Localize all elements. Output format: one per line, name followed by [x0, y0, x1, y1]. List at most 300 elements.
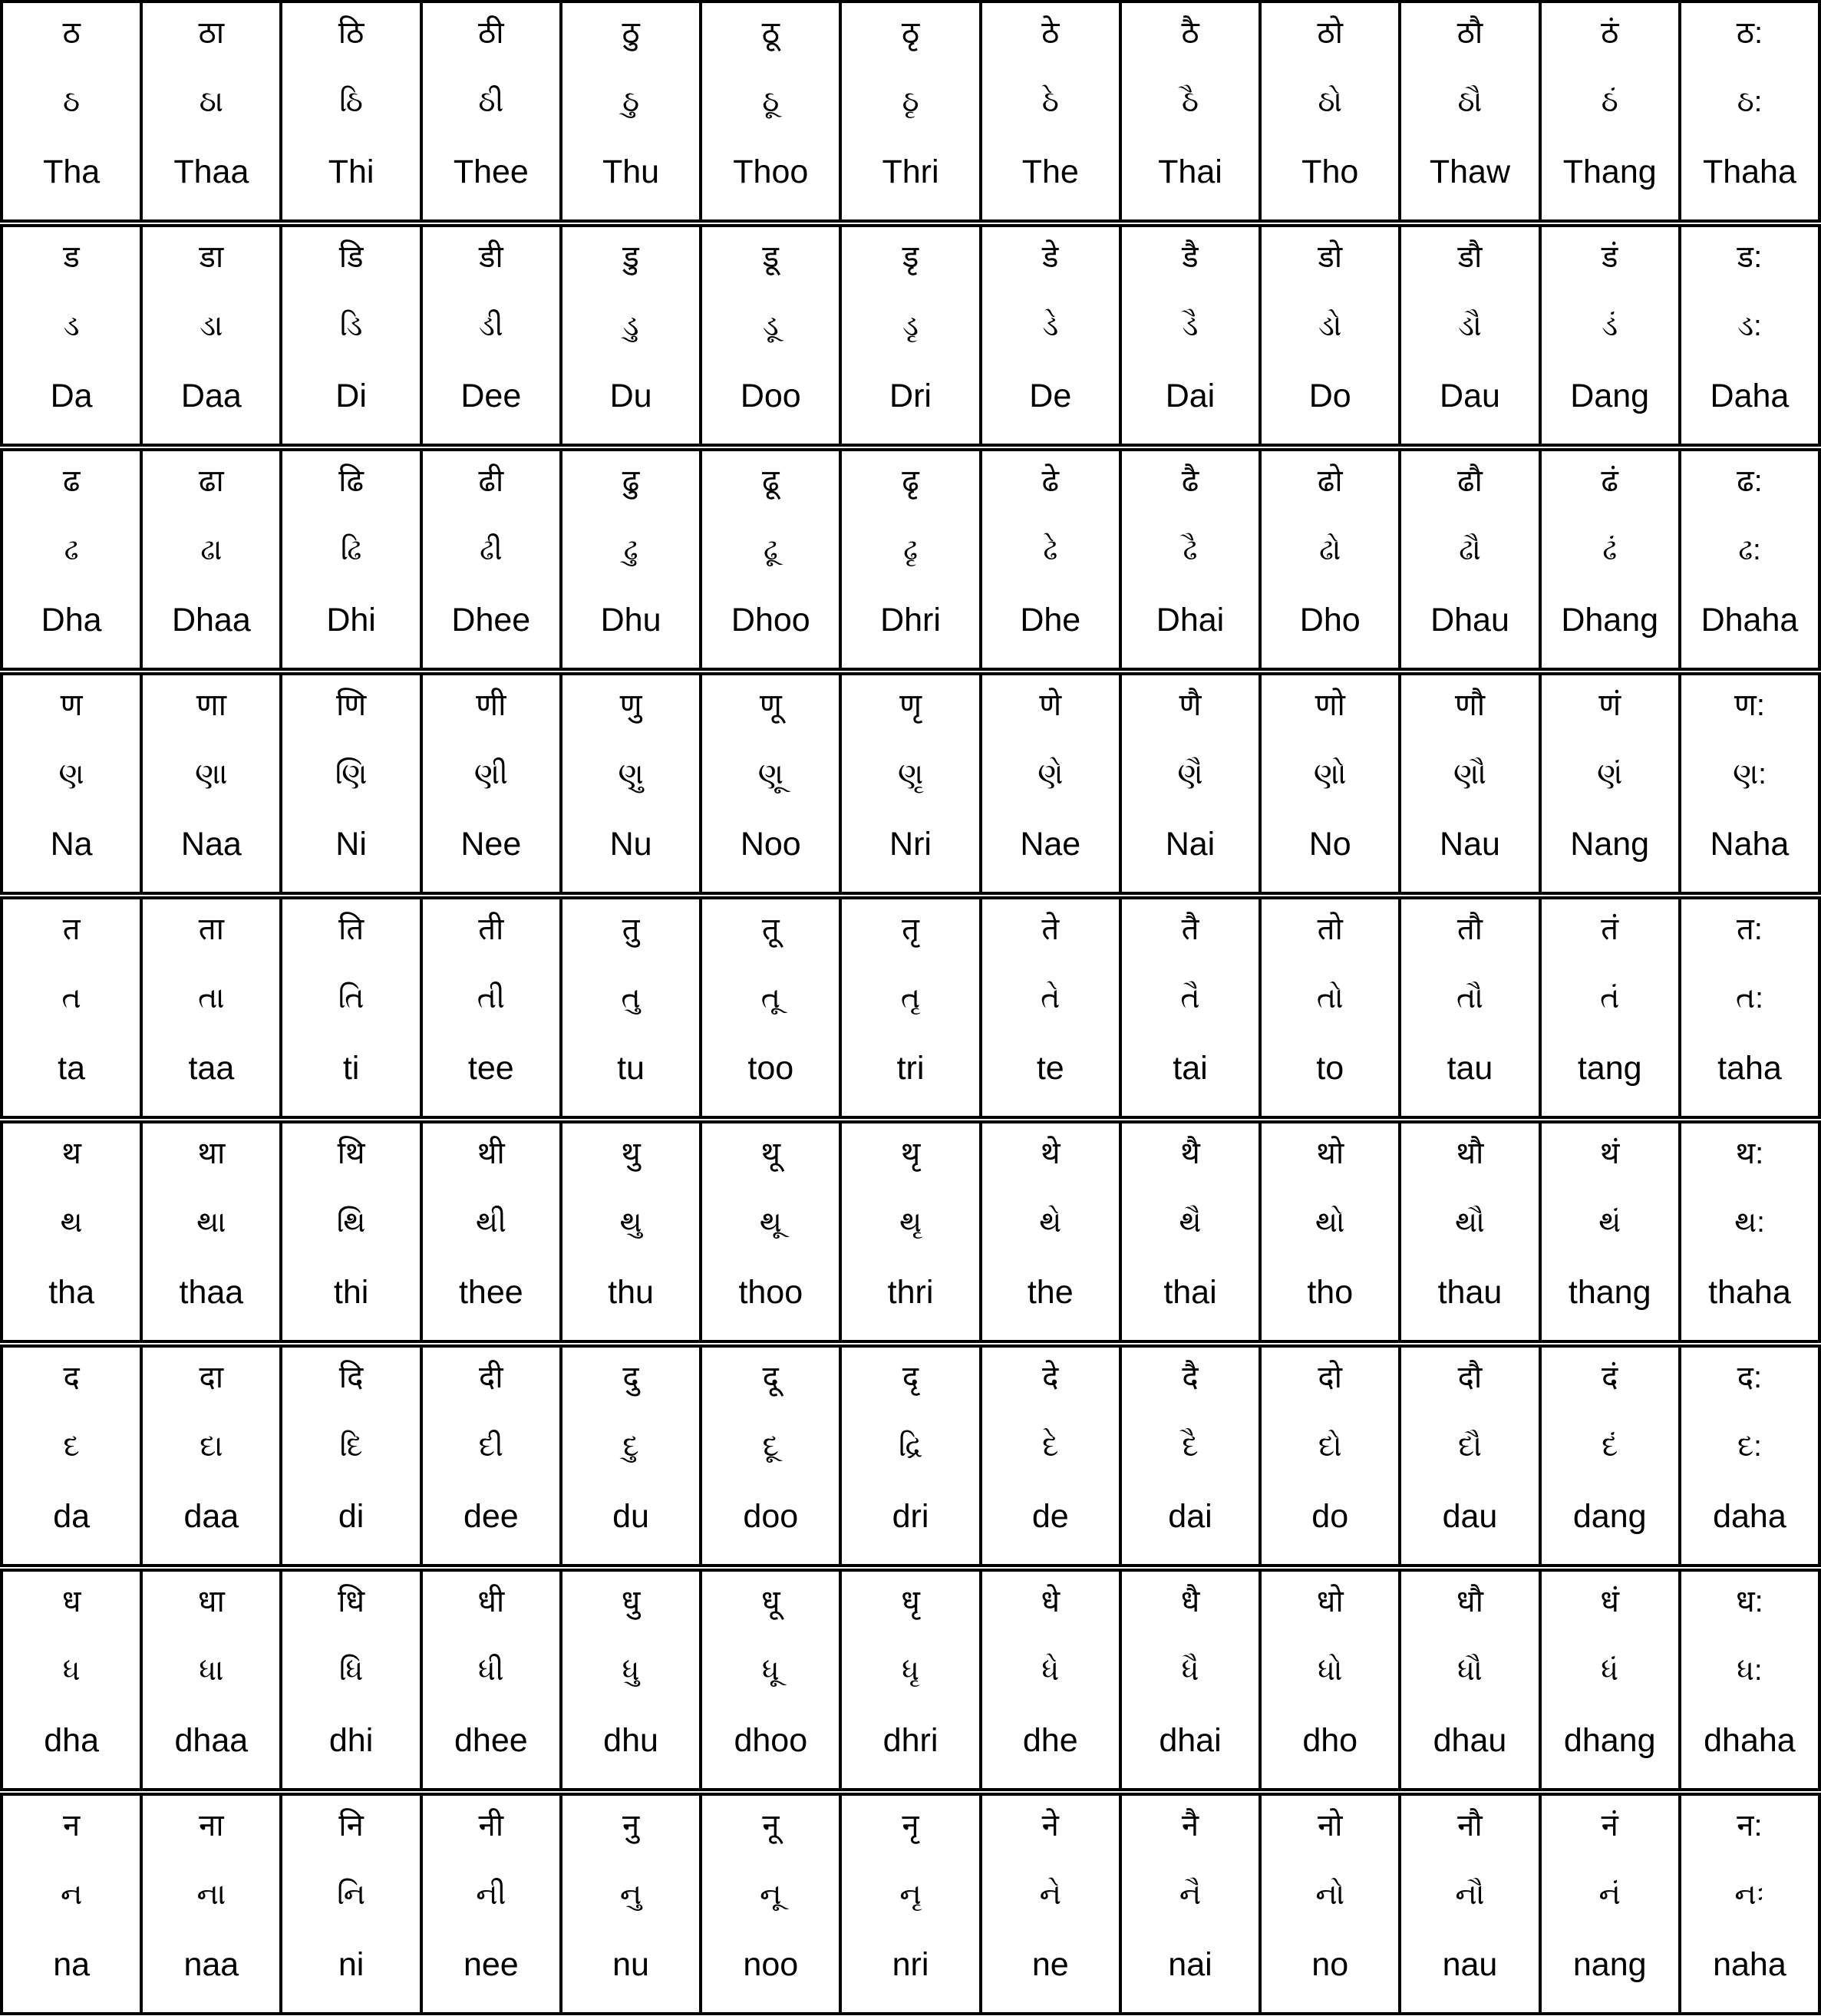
devanagari-text: तू: [761, 912, 780, 946]
table-cell: [1681, 1123, 1818, 1340]
roman-text: dhe: [1022, 1721, 1078, 1759]
gujarati-text: થૂ: [759, 1206, 782, 1239]
roman-text: daa: [183, 1497, 239, 1535]
roman-text: nang: [1572, 1945, 1647, 1983]
gujarati-text: ણ: [58, 757, 84, 790]
gujarati-text: દી: [478, 1430, 503, 1463]
devanagari-text: धो: [1316, 1585, 1344, 1618]
gujarati-text: ઠં: [1601, 85, 1618, 118]
roman-text: Dri: [889, 377, 932, 414]
gujarati-text: ઢૃ: [903, 533, 918, 566]
devanagari-text: त:: [1736, 912, 1763, 946]
roman-text: Na: [50, 825, 93, 863]
table-row: [0, 1569, 1821, 1791]
gujarati-text: નૂ: [760, 1878, 782, 1911]
table-cell: [1122, 675, 1262, 892]
table-cell: [562, 227, 702, 444]
devanagari-text: थौ: [1456, 1137, 1484, 1170]
gujarati-text: ણો: [1313, 757, 1347, 790]
roman-text: Dhang: [1561, 601, 1659, 638]
table-cell: [1542, 3, 1681, 219]
gujarati-text: તૃ: [900, 982, 921, 1015]
devanagari-text: दै: [1182, 1361, 1199, 1394]
table-cell: [3, 227, 143, 444]
devanagari-text: डं: [1601, 240, 1618, 274]
roman-text: naha: [1713, 1945, 1786, 1983]
roman-text: dang: [1572, 1497, 1647, 1535]
gujarati-text: ડા: [200, 309, 223, 342]
devanagari-text: थि: [337, 1137, 365, 1170]
roman-text: naa: [183, 1945, 239, 1983]
table-cell: [1401, 3, 1541, 219]
gujarati-text: ધૃ: [902, 1654, 919, 1687]
roman-text: the: [1027, 1273, 1074, 1311]
table-cell: [423, 3, 562, 219]
gujarati-text: નૌ: [1455, 1878, 1485, 1911]
roman-text: tha: [48, 1273, 94, 1311]
gujarati-text: નઃ: [1734, 1878, 1765, 1911]
devanagari-text: ध:: [1736, 1585, 1763, 1618]
roman-text: thoo: [738, 1273, 803, 1311]
table-cell: [1542, 451, 1681, 668]
gujarati-text: દૂ: [762, 1430, 779, 1463]
roman-text: tai: [1173, 1049, 1208, 1087]
devanagari-text: थु: [621, 1137, 641, 1170]
devanagari-text: ढृ: [902, 464, 919, 498]
devanagari-text: थी: [477, 1137, 505, 1170]
table-cell: [982, 899, 1122, 1116]
roman-text: Daha: [1710, 377, 1790, 414]
roman-text: daha: [1713, 1497, 1786, 1535]
table-cell: [143, 899, 282, 1116]
table-cell: [3, 899, 143, 1116]
roman-text: Di: [335, 377, 367, 414]
table-row: [0, 1120, 1821, 1343]
devanagari-text: ध: [61, 1585, 81, 1618]
gujarati-text: થી: [475, 1206, 506, 1239]
table-cell: [3, 451, 143, 668]
table-cell: [1262, 451, 1401, 668]
devanagari-text: ठौ: [1456, 16, 1483, 50]
gujarati-text: ન: [60, 1878, 83, 1911]
devanagari-text: धृ: [901, 1585, 920, 1618]
table-cell: [1681, 451, 1818, 668]
gujarati-text: ધૈ: [1181, 1654, 1199, 1687]
roman-text: Dau: [1440, 377, 1500, 414]
table-cell: [982, 451, 1122, 668]
table-cell: [1262, 1796, 1401, 2012]
devanagari-text: ठा: [198, 16, 225, 50]
roman-text: Noo: [740, 825, 801, 863]
table-cell: [3, 1123, 143, 1340]
gujarati-text: થ:: [1734, 1206, 1765, 1239]
table-cell: [282, 675, 422, 892]
roman-text: Thee: [453, 153, 529, 190]
gujarati-text: ધૌ: [1457, 1654, 1483, 1687]
roman-text: tau: [1447, 1049, 1493, 1087]
roman-text: nu: [612, 1945, 649, 1983]
roman-text: Do: [1308, 377, 1351, 414]
table-cell: [982, 227, 1122, 444]
gujarati-text: ત: [61, 982, 81, 1015]
table-cell: [282, 1123, 422, 1340]
roman-text: Thaa: [173, 153, 249, 190]
gujarati-text: દિ: [339, 1430, 363, 1463]
table-cell: [562, 899, 702, 1116]
roman-text: Naha: [1710, 825, 1790, 863]
roman-text: taha: [1717, 1049, 1782, 1087]
gujarati-text: ડ:: [1737, 309, 1762, 342]
roman-text: Nang: [1570, 825, 1650, 863]
gujarati-text: ધ:: [1737, 1654, 1763, 1687]
devanagari-text: नो: [1317, 1809, 1343, 1843]
table-cell: [1681, 1572, 1818, 1788]
gujarati-text: થૃ: [899, 1206, 922, 1239]
devanagari-text: ती: [478, 912, 504, 946]
roman-text: The: [1021, 153, 1079, 190]
devanagari-text: णी: [476, 688, 506, 722]
gujarati-text: દો: [1318, 1430, 1342, 1463]
gujarati-text: નૃ: [899, 1878, 922, 1911]
roman-text: too: [747, 1049, 794, 1087]
devanagari-text: णा: [196, 688, 226, 722]
table-cell: [1262, 1348, 1401, 1564]
gujarati-text: ડં: [1602, 309, 1618, 342]
devanagari-text: णु: [619, 688, 642, 722]
table-cell: [1401, 451, 1541, 668]
gujarati-text: ધ: [62, 1654, 81, 1687]
devanagari-text: नि: [338, 1809, 364, 1843]
table-cell: [1262, 1572, 1401, 1788]
table-cell: [1542, 1572, 1681, 1788]
table-cell: [702, 675, 842, 892]
devanagari-text: धू: [760, 1585, 780, 1618]
devanagari-text: दी: [479, 1361, 503, 1394]
roman-text: Thu: [602, 153, 660, 190]
gujarati-text: ણા: [195, 757, 228, 790]
table-cell: [3, 3, 143, 219]
gujarati-text: ણ:: [1733, 757, 1767, 790]
devanagari-text: थ:: [1735, 1137, 1764, 1170]
gujarati-text: ઠિ: [339, 85, 363, 118]
devanagari-text: थू: [760, 1137, 781, 1170]
table-cell: [842, 227, 981, 444]
devanagari-text: तृ: [902, 912, 919, 946]
devanagari-text: ढो: [1317, 464, 1343, 498]
devanagari-text: डि: [338, 240, 364, 274]
devanagari-text: नं: [1601, 1809, 1618, 1843]
roman-text: tho: [1307, 1273, 1354, 1311]
devanagari-text: ढ:: [1737, 464, 1763, 498]
gujarati-text: દૈ: [1182, 1430, 1199, 1463]
roman-text: Dhe: [1020, 601, 1081, 638]
devanagari-text: ना: [199, 1809, 224, 1843]
gujarati-text: ઢિ: [340, 533, 362, 566]
gujarati-text: ણૂ: [757, 757, 783, 790]
devanagari-text: डा: [199, 240, 224, 274]
table-cell: [842, 1572, 981, 1788]
roman-text: nau: [1442, 1945, 1498, 1983]
gujarati-text: દ્રિ: [899, 1430, 923, 1463]
roman-text: te: [1036, 1049, 1064, 1087]
devanagari-text: तै: [1181, 912, 1199, 946]
table-cell: [1262, 227, 1401, 444]
devanagari-text: डे: [1042, 240, 1059, 274]
table-cell: [423, 1123, 562, 1340]
table-cell: [1401, 1123, 1541, 1340]
table-cell: [702, 1123, 842, 1340]
devanagari-text: तो: [1317, 912, 1343, 946]
roman-text: thau: [1437, 1273, 1503, 1311]
devanagari-text: दि: [338, 1361, 364, 1394]
gujarati-text: ધુ: [622, 1654, 640, 1687]
gujarati-text: થે: [1039, 1206, 1062, 1239]
gujarati-text: ડૌ: [1458, 309, 1482, 342]
devanagari-text: थै: [1180, 1137, 1200, 1170]
table-cell: [282, 899, 422, 1116]
gujarati-text: તૌ: [1456, 982, 1483, 1015]
gujarati-text: દ:: [1737, 1430, 1762, 1463]
roman-text: Dhee: [451, 601, 531, 638]
devanagari-text: ठं: [1601, 16, 1619, 50]
roman-text: dhang: [1563, 1721, 1656, 1759]
devanagari-text: धी: [477, 1585, 505, 1618]
table-cell: [982, 1796, 1122, 2012]
table-cell: [562, 1796, 702, 2012]
gujarati-text: ઠૈ: [1181, 85, 1199, 118]
table-cell: [423, 899, 562, 1116]
table-row: [0, 0, 1821, 223]
gujarati-text: ઠુ: [622, 85, 640, 118]
table-cell: [562, 675, 702, 892]
roman-text: no: [1311, 1945, 1349, 1983]
devanagari-text: णू: [759, 688, 782, 722]
table-cell: [3, 1796, 143, 2012]
gujarati-text: થુ: [619, 1206, 642, 1239]
gujarati-text: તુ: [621, 982, 641, 1015]
roman-text: ta: [58, 1049, 86, 1087]
devanagari-text: धं: [1600, 1585, 1619, 1618]
table-cell: [423, 1348, 562, 1564]
roman-text: dhau: [1433, 1721, 1507, 1759]
table-cell: [702, 1348, 842, 1564]
table-cell: [562, 3, 702, 219]
roman-text: Thi: [328, 153, 374, 190]
table-cell: [1681, 1348, 1818, 1564]
roman-text: Dho: [1299, 601, 1361, 638]
table-cell: [143, 675, 282, 892]
devanagari-text: ढा: [198, 464, 224, 498]
roman-text: Du: [609, 377, 652, 414]
gujarati-text: ઢ: [64, 533, 79, 566]
devanagari-text: न:: [1737, 1809, 1763, 1843]
devanagari-text: दा: [199, 1361, 224, 1394]
gujarati-text: ધો: [1318, 1654, 1343, 1687]
roman-text: dhaa: [174, 1721, 249, 1759]
table-cell: [702, 1572, 842, 1788]
table-cell: [143, 3, 282, 219]
devanagari-text: धे: [1041, 1585, 1061, 1618]
gujarati-text: ણૃ: [897, 757, 924, 790]
gujarati-text: ઢા: [200, 533, 223, 566]
gujarati-text: થૈ: [1179, 1206, 1202, 1239]
roman-text: thee: [458, 1273, 523, 1311]
roman-text: Nai: [1165, 825, 1216, 863]
gujarati-text: ઢી: [479, 533, 503, 566]
table-cell: [282, 3, 422, 219]
roman-text: Dhoo: [731, 601, 810, 638]
devanagari-text: तौ: [1456, 912, 1483, 946]
gujarati-text: ણુ: [618, 757, 644, 790]
gujarati-text: ધૂ: [761, 1654, 780, 1687]
devanagari-text: डी: [478, 240, 503, 274]
table-cell: [1122, 451, 1262, 668]
roman-text: du: [612, 1497, 649, 1535]
gujarati-text: ત:: [1736, 982, 1763, 1015]
devanagari-text: ड:: [1737, 240, 1763, 274]
gujarati-text: ણિ: [335, 757, 368, 790]
table-cell: [282, 227, 422, 444]
gujarati-text: દે: [1042, 1430, 1059, 1463]
table-cell: [982, 1123, 1122, 1340]
table-cell: [143, 451, 282, 668]
gujarati-text: દૌ: [1457, 1430, 1482, 1463]
gujarati-text: ઠ:: [1737, 85, 1763, 118]
table-cell: [423, 451, 562, 668]
gujarati-text: તો: [1316, 982, 1344, 1015]
gujarati-text: ડો: [1318, 309, 1342, 342]
table-cell: [143, 1348, 282, 1564]
roman-text: nai: [1168, 1945, 1212, 1983]
gujarati-text: ઢં: [1602, 533, 1618, 566]
table-cell: [423, 1572, 562, 1788]
gujarati-text: ઢૌ: [1459, 533, 1481, 566]
roman-text: ti: [342, 1049, 360, 1087]
roman-text: thaa: [179, 1273, 244, 1311]
table-cell: [1681, 675, 1818, 892]
devanagari-text: ढि: [338, 464, 365, 498]
devanagari-text: णै: [1179, 688, 1202, 722]
gujarati-text: ડી: [478, 309, 503, 342]
devanagari-text: दू: [762, 1361, 779, 1394]
roman-text: dhai: [1159, 1721, 1222, 1759]
roman-text: De: [1029, 377, 1072, 414]
devanagari-text: दौ: [1457, 1361, 1483, 1394]
gujarati-text: ઢૈ: [1183, 533, 1198, 566]
roman-text: da: [53, 1497, 91, 1535]
gujarati-text: દા: [200, 1430, 223, 1463]
table-cell: [1542, 1123, 1681, 1340]
gujarati-text: દં: [1602, 1430, 1618, 1463]
roman-text: tang: [1577, 1049, 1642, 1087]
roman-text: Nee: [460, 825, 522, 863]
roman-text: thri: [887, 1273, 934, 1311]
roman-text: Tho: [1301, 153, 1359, 190]
devanagari-text: ण:: [1734, 688, 1765, 722]
table-cell: [842, 451, 981, 668]
devanagari-text: ते: [1041, 912, 1060, 946]
devanagari-text: डू: [762, 240, 779, 274]
table-cell: [1681, 1796, 1818, 2012]
gujarati-text: નં: [1598, 1878, 1621, 1911]
roman-text: Thai: [1158, 153, 1222, 190]
gujarati-text: દ: [63, 1430, 80, 1463]
roman-text: Thaha: [1702, 153, 1796, 190]
roman-text: de: [1031, 1497, 1069, 1535]
gujarati-text: તં: [1600, 982, 1620, 1015]
gujarati-text: ણે: [1038, 757, 1064, 790]
table-cell: [1401, 899, 1541, 1116]
roman-text: dha: [44, 1721, 99, 1759]
devanagari-text: णे: [1039, 688, 1062, 722]
devanagari-text: नू: [762, 1809, 780, 1843]
table-cell: [702, 227, 842, 444]
roman-text: dhri: [882, 1721, 939, 1759]
gujarati-text: ઢો: [1319, 533, 1341, 566]
table-cell: [1542, 1796, 1681, 2012]
gujarati-text: થ: [60, 1206, 83, 1239]
gujarati-text: ધં: [1601, 1654, 1619, 1687]
roman-text: Dhri: [880, 601, 941, 638]
devanagari-text: ठृ: [901, 16, 920, 50]
table-cell: [842, 899, 981, 1116]
gujarati-text: ઢૂ: [763, 533, 778, 566]
table-cell: [3, 1348, 143, 1564]
devanagari-text: ठु: [622, 16, 640, 50]
table-cell: [842, 1796, 981, 2012]
devanagari-text: था: [197, 1137, 226, 1170]
table-cell: [842, 675, 981, 892]
gujarati-text: ના: [196, 1878, 226, 1911]
table-cell: [1122, 227, 1262, 444]
table-cell: [1542, 899, 1681, 1116]
devanagari-text: णृ: [899, 688, 922, 722]
gujarati-text: ડે: [1042, 309, 1059, 342]
devanagari-text: धौ: [1456, 1585, 1483, 1618]
gujarati-text: ઢ:: [1738, 533, 1761, 566]
roman-text: dai: [1168, 1497, 1212, 1535]
devanagari-text: डु: [622, 240, 639, 274]
gujarati-text: ધે: [1041, 1654, 1060, 1687]
devanagari-text: द:: [1737, 1361, 1763, 1394]
devanagari-text: डृ: [902, 240, 919, 274]
roman-text: Da: [50, 377, 93, 414]
gujarati-text: ધિ: [338, 1654, 364, 1687]
devanagari-text: णं: [1598, 688, 1621, 722]
roman-text: Dang: [1570, 377, 1650, 414]
roman-text: Nri: [889, 825, 932, 863]
devanagari-text: तं: [1601, 912, 1619, 946]
table-cell: [282, 451, 422, 668]
table-row: [0, 1793, 1821, 2015]
roman-text: dhaha: [1704, 1721, 1796, 1759]
devanagari-text: न: [63, 1809, 81, 1843]
devanagari-text: धु: [621, 1585, 641, 1618]
roman-text: do: [1311, 1497, 1349, 1535]
gujarati-text: ઠે: [1041, 85, 1059, 118]
roman-text: Thri: [882, 153, 939, 190]
roman-text: Nau: [1440, 825, 1500, 863]
gujarati-text: નો: [1315, 1878, 1345, 1911]
roman-text: Dhu: [600, 601, 661, 638]
roman-text: ne: [1031, 1945, 1069, 1983]
table-cell: [982, 675, 1122, 892]
roman-text: noo: [743, 1945, 799, 1983]
devanagari-text: ति: [338, 912, 365, 946]
devanagari-text: थो: [1316, 1137, 1344, 1170]
roman-text: dhu: [603, 1721, 658, 1759]
roman-text: na: [53, 1945, 91, 1983]
